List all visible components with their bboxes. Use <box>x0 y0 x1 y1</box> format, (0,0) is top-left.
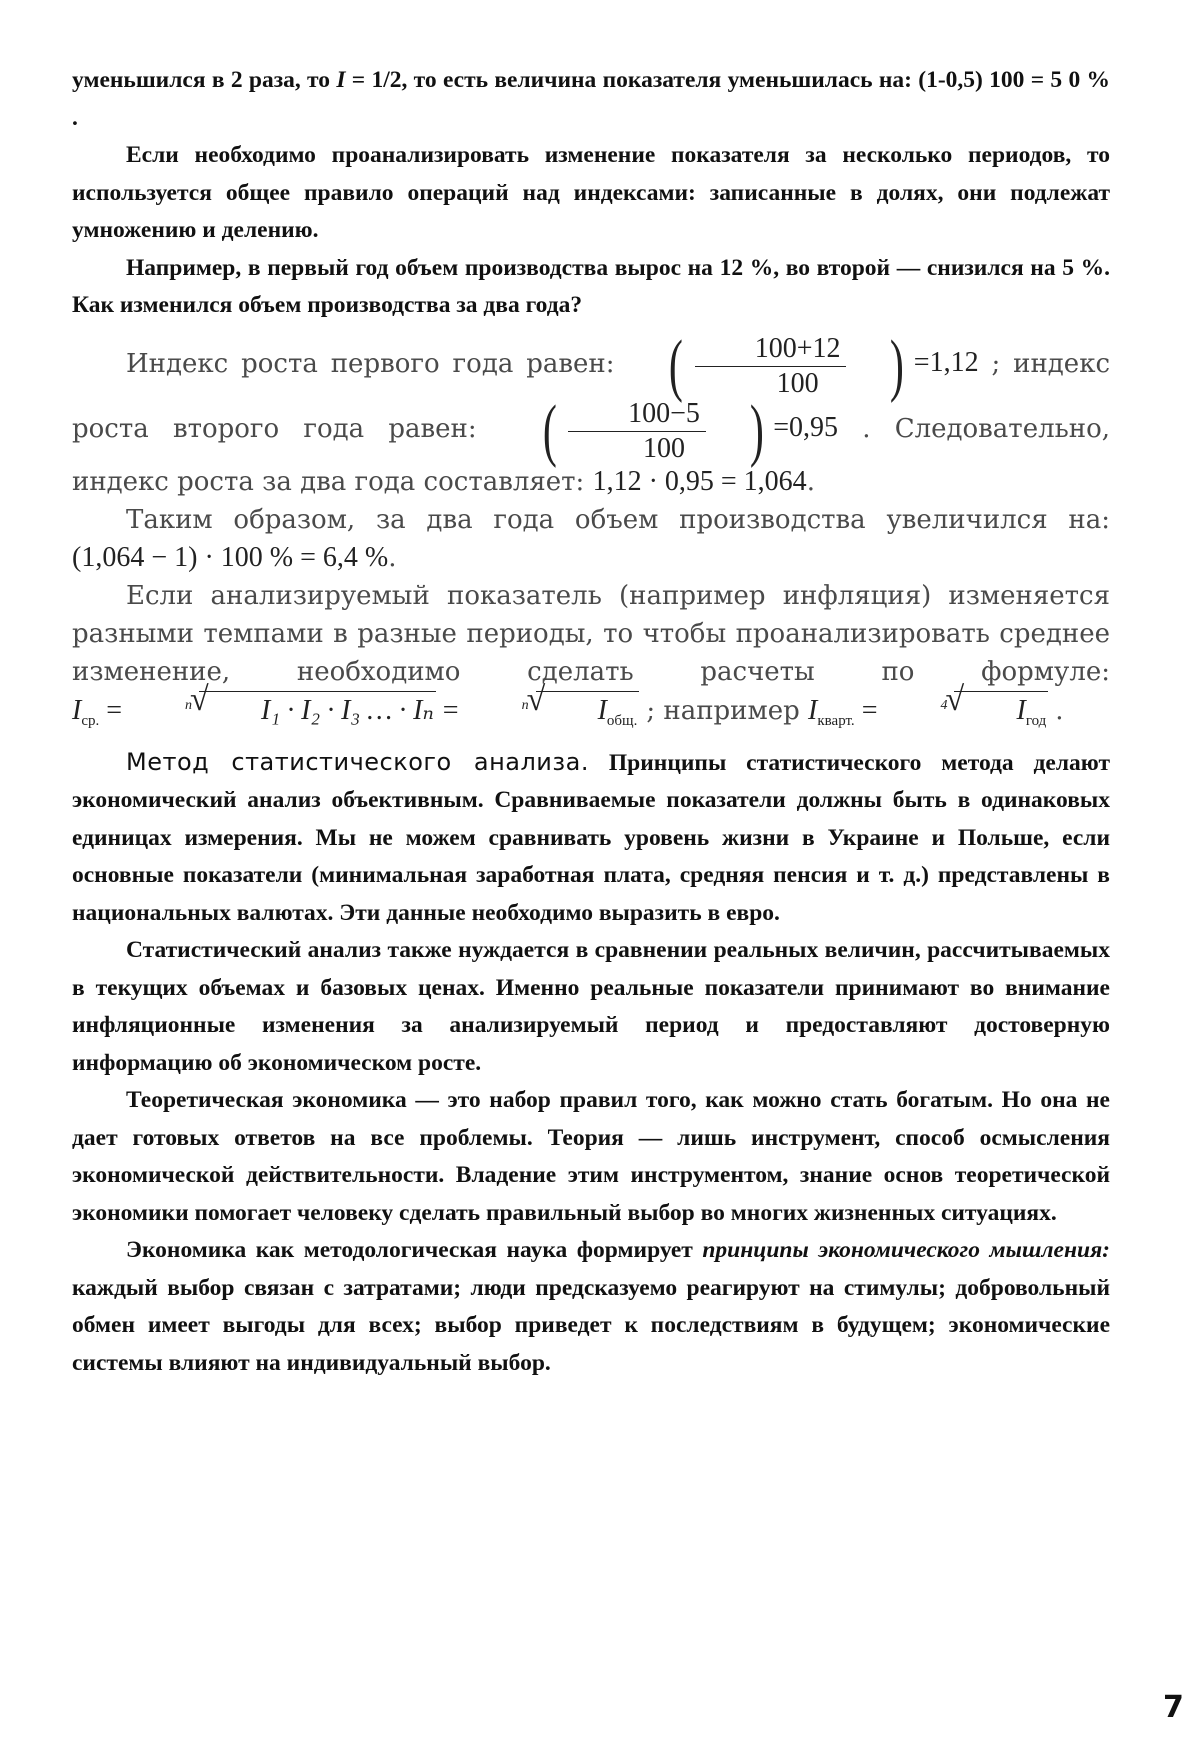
paragraph-text: . Следовательно, индекс роста за два года составляет: <box>72 413 1110 497</box>
index-variable: I <box>597 694 607 726</box>
paragraph-statistical-method <box>72 744 1110 933</box>
root-symbol: n √ I₁ · I₂ · I₃ … · Iₙ <box>131 691 436 730</box>
subscript: год <box>1025 712 1047 729</box>
text-body <box>72 62 1110 1382</box>
paragraph-growth-index <box>72 326 1110 501</box>
paragraph-text: Экономика как методологическая наука формирует <box>126 1237 693 1263</box>
fraction-numerator: 100+12 <box>695 333 847 367</box>
formula-first-year: ( $\frac{100+12}{100}$ ) =1,12 <box>669 326 979 404</box>
index-variable: I <box>1016 694 1026 726</box>
italic-phrase: принципы экономического мышления: <box>702 1237 1111 1263</box>
paragraph-text: . <box>1055 695 1064 726</box>
paragraph-text: Если анализируемый показатель (например инфляция) изменяется разными темпами в разные периоды, то чтобы проанализировать среднее изменение, необходимо сделать расчеты по формуле: <box>72 580 1110 687</box>
index-variable: I <box>808 694 818 726</box>
subscript: общ. <box>606 712 638 729</box>
paragraph-average-change <box>72 577 1110 740</box>
root-symbol: 4 √ $I_{год}$ <box>886 691 1048 740</box>
formula-average-index <box>72 680 646 729</box>
paragraph-theoretical-economics: Теоретическая экономика — это набор правил того, как можно стать богатым. Но она не дает готовых ответов на все проблемы. Теория — лишь инструмент, способ осмысления экономической действительности. Владение этим инструментом, знание основ теоретической экономики помогает человеку сделать правильный выбор во многих жизненных ситуациях. <box>72 1087 1110 1226</box>
equals-sign: = <box>861 694 878 726</box>
root-index: n <box>185 697 193 713</box>
section-heading: Метод статистического анализа. <box>126 747 589 776</box>
formula-increase: (1,064 − 1) · 100 % = 6,4 % <box>72 541 389 573</box>
paragraph-text: ; индекс роста второго года равен: <box>72 348 1110 444</box>
paragraph-multiple-periods: Если необходимо проанализировать изменение показателя за несколько периодов, то используется общее правило операций над индексами: записанные в долях, они подлежат умножению и делению. <box>72 142 1110 243</box>
paragraph-text: ; например <box>646 695 800 726</box>
paragraph-production-increase <box>72 501 1110 577</box>
subscript: кварт. <box>817 712 855 729</box>
paragraph-text: Индекс роста первого года равен: <box>126 348 615 379</box>
equals-sign: = <box>106 694 123 726</box>
root-index: n <box>521 697 529 713</box>
root-symbol: n √ $I_{общ.}$ <box>468 691 640 740</box>
index-variable: I <box>72 694 82 726</box>
paragraph-text: . <box>388 542 397 573</box>
formula-result: =1,12 <box>913 347 979 379</box>
paragraph-text: Таким образом, за два года объем производства увеличился на: <box>126 504 1110 535</box>
root-argument: I₁ · I₂ · I₃ … · Iₙ <box>199 691 436 730</box>
paragraph-text: каждый выбор связан с затратами; люди предсказуемо реагируют на стимулы; добровольный обмен имеет выгоды для всех; выбор приведет к последствиям в будущем; экономические системы влияют на индивидуальный выбор. <box>72 1274 1110 1376</box>
paragraph-real-values: Статистический анализ также нуждается в сравнении реальных величин, рассчитываемых в текущих объемах и базовых ценах. Именно реальные показатели принимают во внимание инфляционные изменения за анализируемый период и предоставляют достоверную информацию об экономическом росте. <box>72 937 1110 1076</box>
paragraph-text: Принципы статистического метода делают экономический анализ объективным. Сравниваемые показатели должны быть в одинаковых единицах измерения. Мы не можем сравнивать уровень жизни в Украине и Польше, если основные показатели (минимальная заработная плата, средняя пенсия и т. д.) представлены в национальных валютах. Эти данные необходимо выразить в евро. <box>72 749 1110 926</box>
paragraph-text: уменьшился в 2 раза, то <box>72 67 331 93</box>
paragraph-index-halved <box>72 62 1110 137</box>
paragraph-text: = 1/2, то есть величина показателя уменьшилась на: (1-0,5) 100 = 5 0 % . <box>72 67 1110 131</box>
paragraph-economic-thinking <box>72 1232 1110 1382</box>
formula-result: =0,95 <box>773 412 839 444</box>
index-variable: I <box>336 67 346 93</box>
formula-quarter-index <box>808 680 1055 729</box>
root-index: 4 <box>940 697 948 713</box>
formula-second-year: ( $\frac{100-5}{100}$ ) =0,95 <box>542 391 839 469</box>
fraction-numerator: 100−5 <box>568 398 706 432</box>
subscript: ср. <box>81 712 100 729</box>
fraction-denominator: 100 <box>643 432 686 464</box>
equals-sign: = <box>442 694 459 726</box>
fraction-denominator: 100 <box>776 367 819 399</box>
formula-two-years: 1,12 · 0,95 = 1,064 <box>592 465 807 497</box>
paragraph-example: Например, в первый год объем производства вырос на 12 %, во второй — снизился на 5 %. Как изменился объем производства за два года? <box>72 254 1110 318</box>
page-number: 7 <box>1163 1690 1184 1725</box>
paragraph-text: . <box>806 466 815 497</box>
